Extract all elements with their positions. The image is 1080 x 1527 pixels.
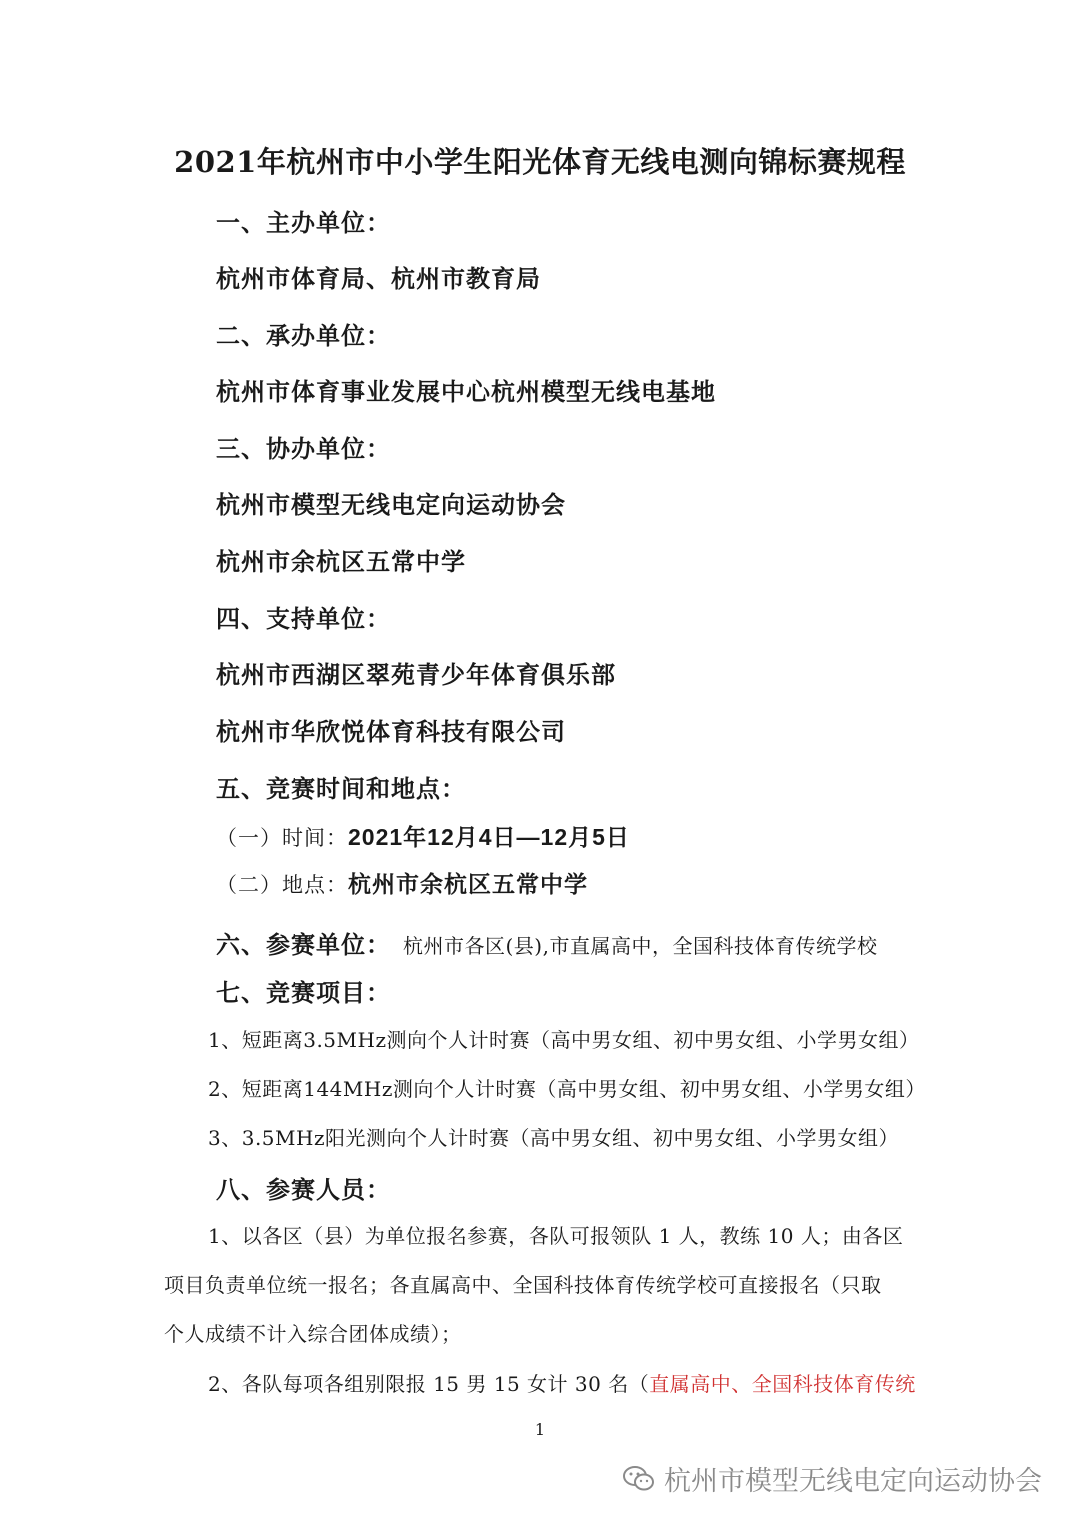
- section-8-para-1-line-2: 项目负责单位统一报名；各直属高中、全国科技体育传统学校可直接报名（只取: [164, 1273, 882, 1297]
- watermark-text: 杭州市模型无线电定向运动协会: [664, 1466, 1042, 1497]
- section-8-heading: 八、参赛人员：: [216, 1175, 391, 1204]
- section-6-heading: 六、参赛单位：: [216, 930, 391, 959]
- para-2-red-text: 直属高中、全国科技体育传统: [649, 1372, 916, 1396]
- section-7-heading: 七、竞赛项目：: [216, 978, 391, 1007]
- section-4-line-1: 杭州市西湖区翠苑青少年体育俱乐部: [216, 660, 616, 689]
- section-3-line-2: 杭州市余杭区五常中学: [216, 547, 466, 576]
- watermark: [622, 1459, 1042, 1498]
- section-7-item-1: 1、短距离3.5MHz测向个人计时赛（高中男女组、初中男女组、小学男女组）: [208, 1028, 920, 1052]
- document-title: 2021年杭州市中小学生阳光体育无线电测向锦标赛规程: [174, 145, 906, 179]
- place-label: （二）地点：: [216, 873, 348, 897]
- page-number: 1: [534, 1420, 546, 1439]
- section-5-place: [216, 866, 588, 899]
- section-5-heading: 五、竞赛时间和地点：: [216, 774, 466, 803]
- section-4-line-2: 杭州市华欣悦体育科技有限公司: [216, 717, 566, 746]
- section-8-para-1-line-1: 1、以各区（县）为单位报名参赛，各队可报领队 1 人，教练 10 人；由各区: [208, 1224, 904, 1248]
- time-label: （一）时间：: [216, 826, 348, 850]
- section-8-para-2: [208, 1368, 916, 1397]
- section-4-heading: 四、支持单位：: [216, 604, 391, 633]
- section-7-item-2: 2、短距离144MHz测向个人计时赛（高中男女组、初中男女组、小学男女组）: [208, 1077, 926, 1101]
- para-2-text: 2、各队每项各组别限报 15 男 15 女计 30 名（: [208, 1372, 650, 1396]
- section-3-heading: 三、协办单位：: [216, 434, 391, 463]
- section-6: [216, 925, 877, 960]
- section-6-value: 杭州市各区(县),市直属高中，全国科技体育传统学校: [403, 934, 878, 958]
- section-2-line-1: 杭州市体育事业发展中心杭州模型无线电基地: [216, 377, 716, 406]
- wechat-icon: [622, 1464, 656, 1494]
- section-5-time: [216, 819, 630, 852]
- section-3-line-1: 杭州市模型无线电定向运动协会: [216, 490, 566, 519]
- section-2-heading: 二、承办单位：: [216, 321, 391, 350]
- place-value: 杭州市余杭区五常中学: [348, 871, 588, 898]
- section-1-heading: 一、主办单位：: [216, 208, 391, 237]
- section-1-line-1: 杭州市体育局、杭州市教育局: [216, 264, 541, 293]
- section-7-item-3: 3、3.5MHz阳光测向个人计时赛（高中男女组、初中男女组、小学男女组）: [208, 1126, 899, 1150]
- time-value: 2021年12月4日—12月5日: [348, 824, 630, 850]
- section-8-para-1-line-3: 个人成绩不计入综合团体成绩）；: [164, 1322, 462, 1346]
